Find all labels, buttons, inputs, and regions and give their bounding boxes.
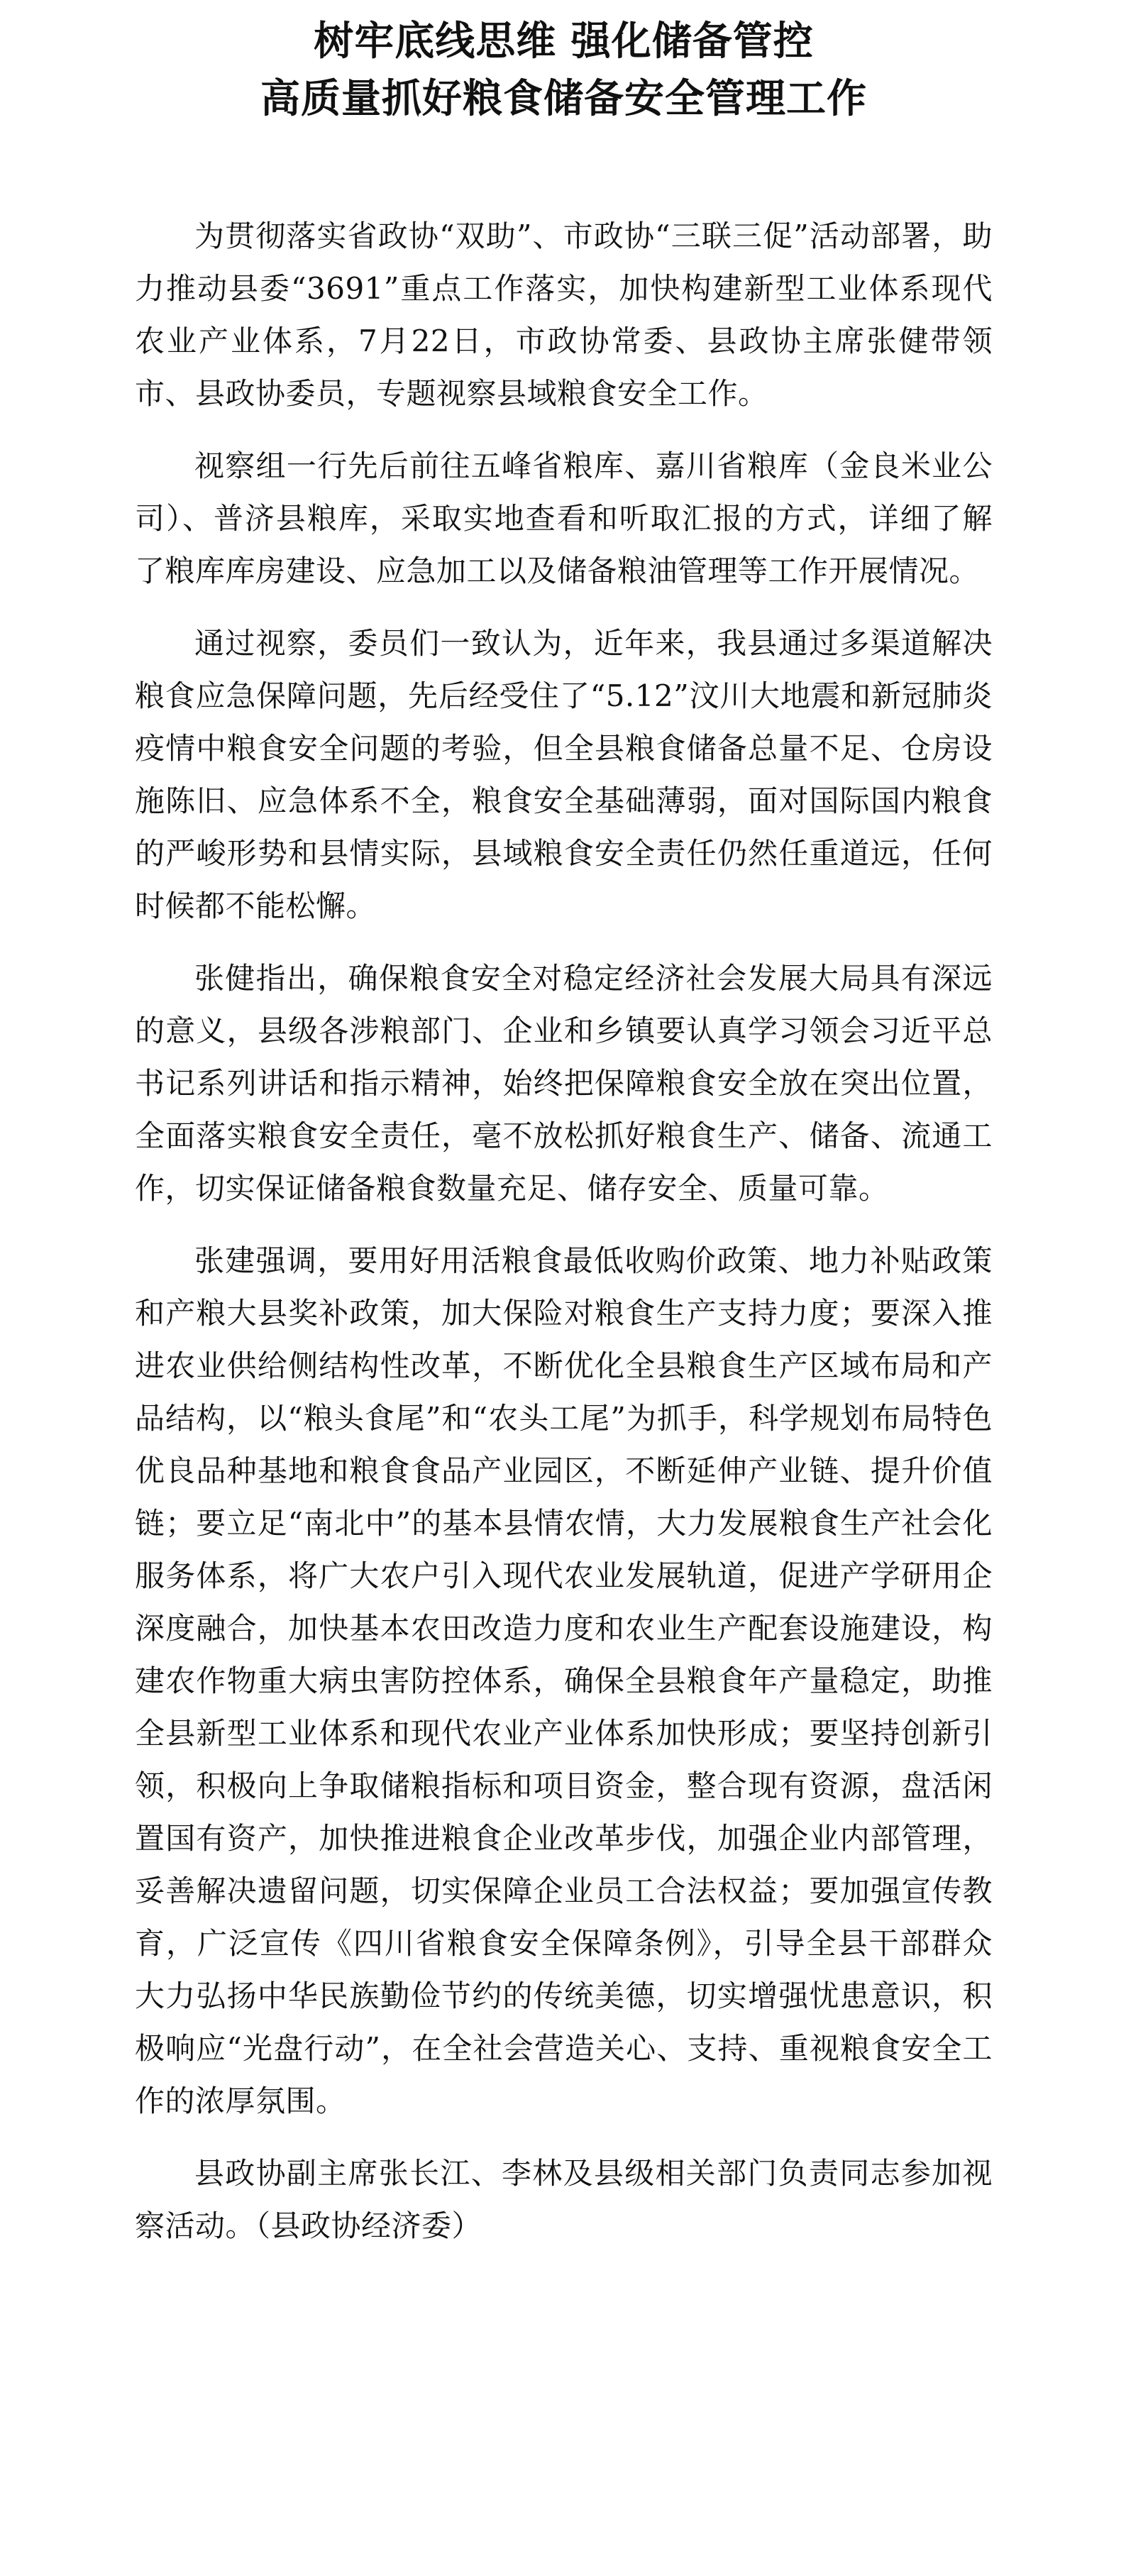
paragraph-3: 通过视察，委员们一致认为，近年来，我县通过多渠道解决粮食应急保障问题，先后经受住了“5.12”汶川大地震和新冠肺炎疫情中粮食安全问题的考验，但全县粮食储备总量不足、仓房设施陈旧、应急体系不全，粮食安全基础薄弱，面对国际国内粮食的严峻形势和县情实际，县域粮食安全责任仍然任重道远，任何时候都不能松懈。 (135, 626, 993, 923)
paragraph-2: 视察组一行先后前往五峰省粮库、嘉川省粮库（金良米业公司）、普济县粮库，采取实地查看和听取汇报的方式，详细了解了粮库库房建设、应急加工以及储备粮油管理等工作开展情况。 (135, 448, 993, 588)
paragraph-4: 张健指出，确保粮食安全对稳定经济社会发展大局具有深远的意义，县级各涉粮部门、企业和乡镇要认真学习领会习近平总书记系列讲话和指示精神，始终把保障粮食安全放在突出位置，全面落实粮食安全责任，毫不放松抓好粮食生产、储备、流通工作，切实保证储备粮食数量充足、储存安全、质量可靠。 (135, 961, 993, 1206)
article-title (135, 0, 993, 128)
paragraph-6: 县政协副主席张长江、李林及县级相关部门负责同志参加视察活动。（县政协经济委） (135, 2156, 993, 2243)
article-body (135, 210, 993, 2252)
title-line-2: 高质量抓好粮食储备安全管理工作 (260, 75, 867, 122)
title-line-1: 树牢底线思维 强化储备管控 (314, 18, 814, 65)
paragraph-5: 张建强调，要用好用活粮食最低收购价政策、地力补贴政策和产粮大县奖补政策，加大保险对粮食生产支持力度；要深入推进农业供给侧结构性改革，不断优化全县粮食生产区域布局和产品结构，以“粮头食尾”和“农头工尾”为抓手，科学规划布局特色优良品种基地和粮食食品产业园区，不断延伸产业链、提升价值链；要立足“南北中”的基本县情农情，大力发展粮食生产社会化服务体系，将广大农户引入现代农业发展轨道，促进产学研用企深度融合，加快基本农田改造力度和农业生产配套设施建设，构建农作物重大病虫害防控体系，确保全县粮食年产量稳定，助推全县新型工业体系和现代农业产业体系加快形成；要坚持创新引领，积极向上争取储粮指标和项目资金，整合现有资源，盘活闲置国有资产，加快推进粮食企业改革步伐，加强企业内部管理，妥善解决遗留问题，切实保障企业员工合法权益；要加强宣传教育，广泛宣传《四川省粮食安全保障条例》，引导全县干部群众大力弘扬中华民族勤俭节约的传统美德，切实增强忧患意识，积极响应“光盘行动”，在全社会营造关心、支持、重视粮食安全工作的浓厚氛围。 (135, 1243, 993, 2118)
paragraph-1: 为贯彻落实省政协“双助”、市政协“三联三促”活动部署，助力推动县委“3691”重点工作落实，加快构建新型工业体系现代农业产业体系，7月22日，市政协常委、县政协主席张健带领市、县政协委员，专题视察县域粮食安全工作。 (135, 219, 993, 411)
